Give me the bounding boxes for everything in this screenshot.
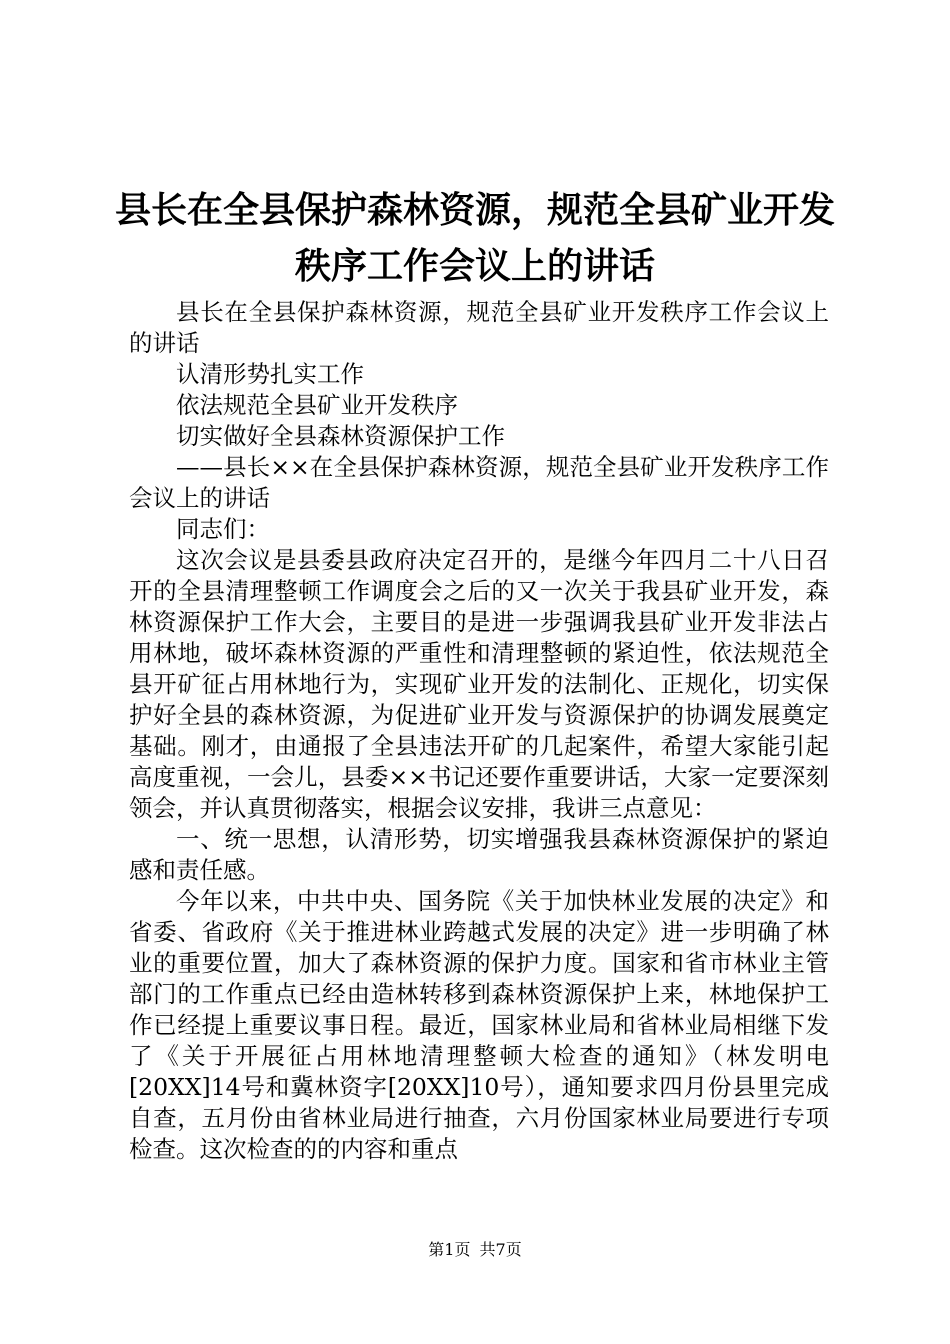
total-pages-indicator: 共7页 (479, 1240, 522, 1259)
current-page-indicator: 第1页 (428, 1240, 471, 1259)
body-paragraph: 一、统一思想，认清形势，切实增强我县森林资源保护的紧迫感和责任感。 (129, 825, 829, 884)
body-paragraph: ——县长××在全县保护森林资源，规范全县矿业开发秩序工作会议上的讲话 (129, 453, 829, 512)
page-footer (0, 1240, 950, 1260)
document-title-line-1: 县长在全县保护森林资源，规范全县矿业开发 (114, 189, 835, 231)
document-title-line-2: 秩序工作会议上的讲话 (294, 245, 655, 287)
body-paragraph: 县长在全县保护森林资源，规范全县矿业开发秩序工作会议上的讲话 (129, 298, 829, 357)
body-paragraph: 认清形势扎实工作 (176, 360, 364, 388)
body-paragraph: 切实做好全县森林资源保护工作 (176, 422, 505, 450)
document-body (129, 297, 829, 1165)
body-paragraph: 今年以来，中共中央、国务院《关于加快林业发展的决定》和省委、省政府《关于推进林业跨越式发展的决定》进一步明确了林业的重要位置，加大了森林资源的保护力度。国家和省市林业主管部门的工作重点已经由造林转移到森林资源保护上来，林地保护工作已经提上重要议事日程。最近，国家林业局和省林业局相继下发了《关于开展征占用林地清理整顿大检查的通知》（林发明电[20XX]14号和冀林资字[20XX]10号），通知要求四月份县里完成自查，五月份由省林业局进行抽查，六月份国家林业局要进行专项检查。这次检查的的内容和重点 (129, 887, 829, 1163)
body-paragraph: 这次会议是县委县政府决定召开的，是继今年四月二十八日召开的全县清理整顿工作调度会之后的又一次关于我县矿业开发，森林资源保护工作大会，主要目的是进一步强调我县矿业开发非法占用林地，破坏森林资源的严重性和清理整顿的紧迫性，依法规范全县开矿征占用林地行为，实现矿业开发的法制化、正规化，切实保护好全县的森林资源，为促进矿业开发与资源保护的协调发展奠定基础。刚才，由通报了全县违法开矿的几起案件，希望大家能引起高度重视，一会儿，县委××书记还要作重要讲话，大家一定要深刻领会，并认真贯彻落实，根据会议安排，我讲三点意见： (129, 546, 829, 822)
body-paragraph: 同志们： (176, 515, 270, 543)
body-paragraph: 依法规范全县矿业开发秩序 (176, 391, 458, 419)
